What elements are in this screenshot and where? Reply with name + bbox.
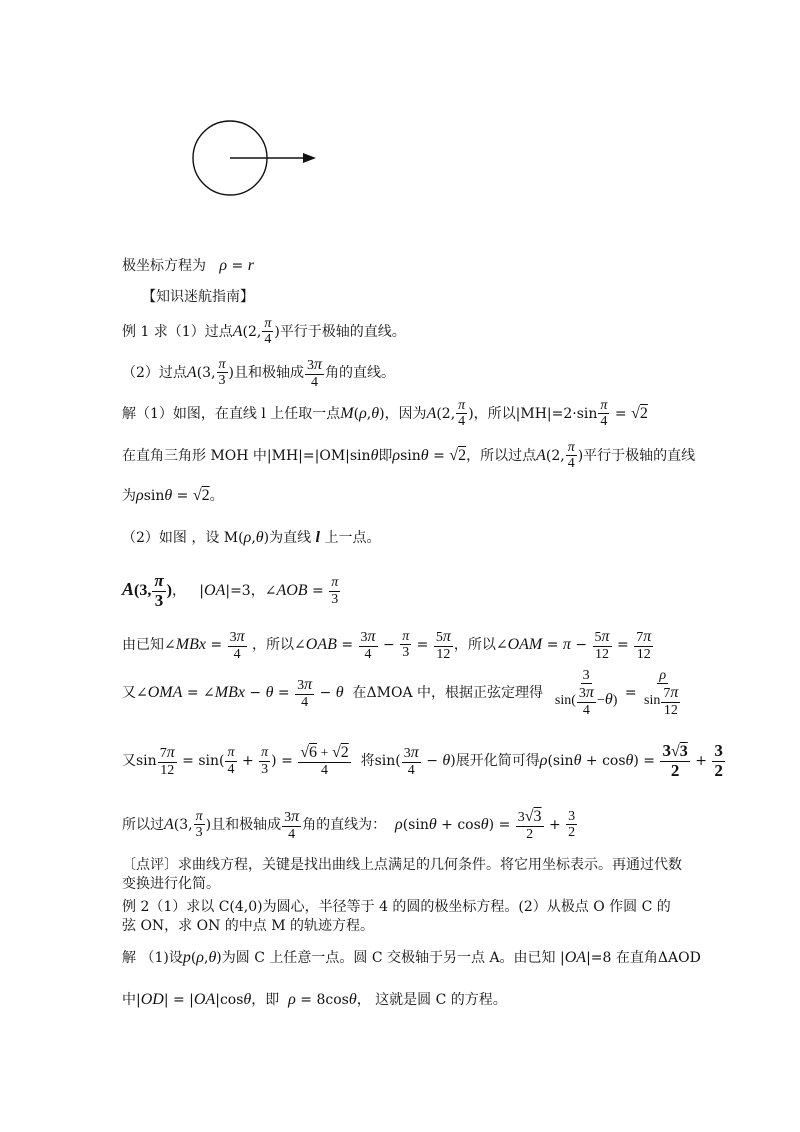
polar-circle-figure [185,112,325,202]
comment-paragraph: 〔点评〕求曲线方程，关键是找出曲线上点满足的几何条件。将它用坐标表示。再通过代数变换进行化简。 [122,857,682,892]
solution3-line2: 中|OD| = |OA|cosθ，即 ρ = 8cosθ， 这就是圆 C 的方程。 [122,991,507,1008]
sine-expansion-line: 又sin $\frac{7\pi}{12}$ = sin( $\frac{\pi}{4}$ + $\frac{\pi}{3}$ ) = $\frac{√6 + √2}{4}$ 将sin( $\frac{3\pi}{4}$ − θ)展开化简可得ρ(sinθ + cosθ) = $\frac{3√3}{2}$ + $\frac{3}{2}$ [122,741,723,780]
section-title: 【知识迷航指南】 [142,289,254,305]
solution3-line1: 解 （1)设p(ρ,θ)为圆 C 上任意一点。圆 C 交极轴于另一点 A。由已知 |OA|=8 在直角ΔAOD [122,949,701,966]
solution1-line3: 为ρsinθ = √2。 [122,487,224,504]
sine-law-line: 又∠OMA = ∠MBx − θ = $\frac{3\pi}{4}$ − θ 在ΔMOA 中，根据正弦定理得 3 sin( $\frac{3\pi}{4}$ −θ) = ρ sin $\frac{7\pi}{12}$ [122,668,679,718]
example1-part2: （2）过点A(3, $\frac{\pi}{3}$ )且和极轴成 $\frac{3\pi}{4}$ 角的直线。 [122,356,396,390]
arrow-head-icon [303,153,316,163]
final-equation-line: 所以过A(3, $\frac{\pi}{3}$ )且和极轴成 $\frac{3\pi}{4}$ 角的直线为： ρ(sinθ + cosθ) = $\frac{3√3}{2}$ + $\frac{3}{2}$ [122,808,576,842]
polar-equation-line: 极坐标方程为 ρ = r [122,257,254,274]
example1-part1: 例 1 求（1）过点A(2, $\frac{\pi}{4}$ )平行于极轴的直线。 [122,316,406,348]
example2-paragraph: 例 2（1）求以 C(4,0)为圆心，半径等于 4 的圆的极坐标方程。(2）从极点 O 作圆 C 的弦 ON，求 ON 的中点 M 的轨迹方程。 [122,899,671,934]
solution1-line1: 解（1）如图，在直线 l 上任取一点M(ρ,θ)，因为A(2, $\frac{\pi}{4}$ )，所以|MH|=2·sin $\frac{\pi}{4}$ = √2 [122,398,648,430]
solution1-line2: 在直角三角形 MOH 中|MH|=|OM|sinθ即ρsinθ = √2，所以过点A(2, $\frac{\pi}{4}$ )平行于极轴的直线 [122,440,696,472]
solution2-line1: （2）如图 ，设 M(ρ,θ)为直线 l 上一点。 [122,529,381,546]
known-angles-line: 由已知∠MBx = $\frac{3\pi}{4}$ ，所以∠OAB = $\frac{3\pi}{4}$ − $\frac{\pi}{3}$ = $\frac{5\pi}{12}$ ，所以∠OAM = π − $\frac{5\pi}{12}$ = $\frac{7\pi}{12}$ [122,628,652,662]
given-values-line: A(3, $\frac{\pi}{3}$ )， |OA|=3，∠AOB = $\frac{\pi}{3}$ [122,571,339,610]
